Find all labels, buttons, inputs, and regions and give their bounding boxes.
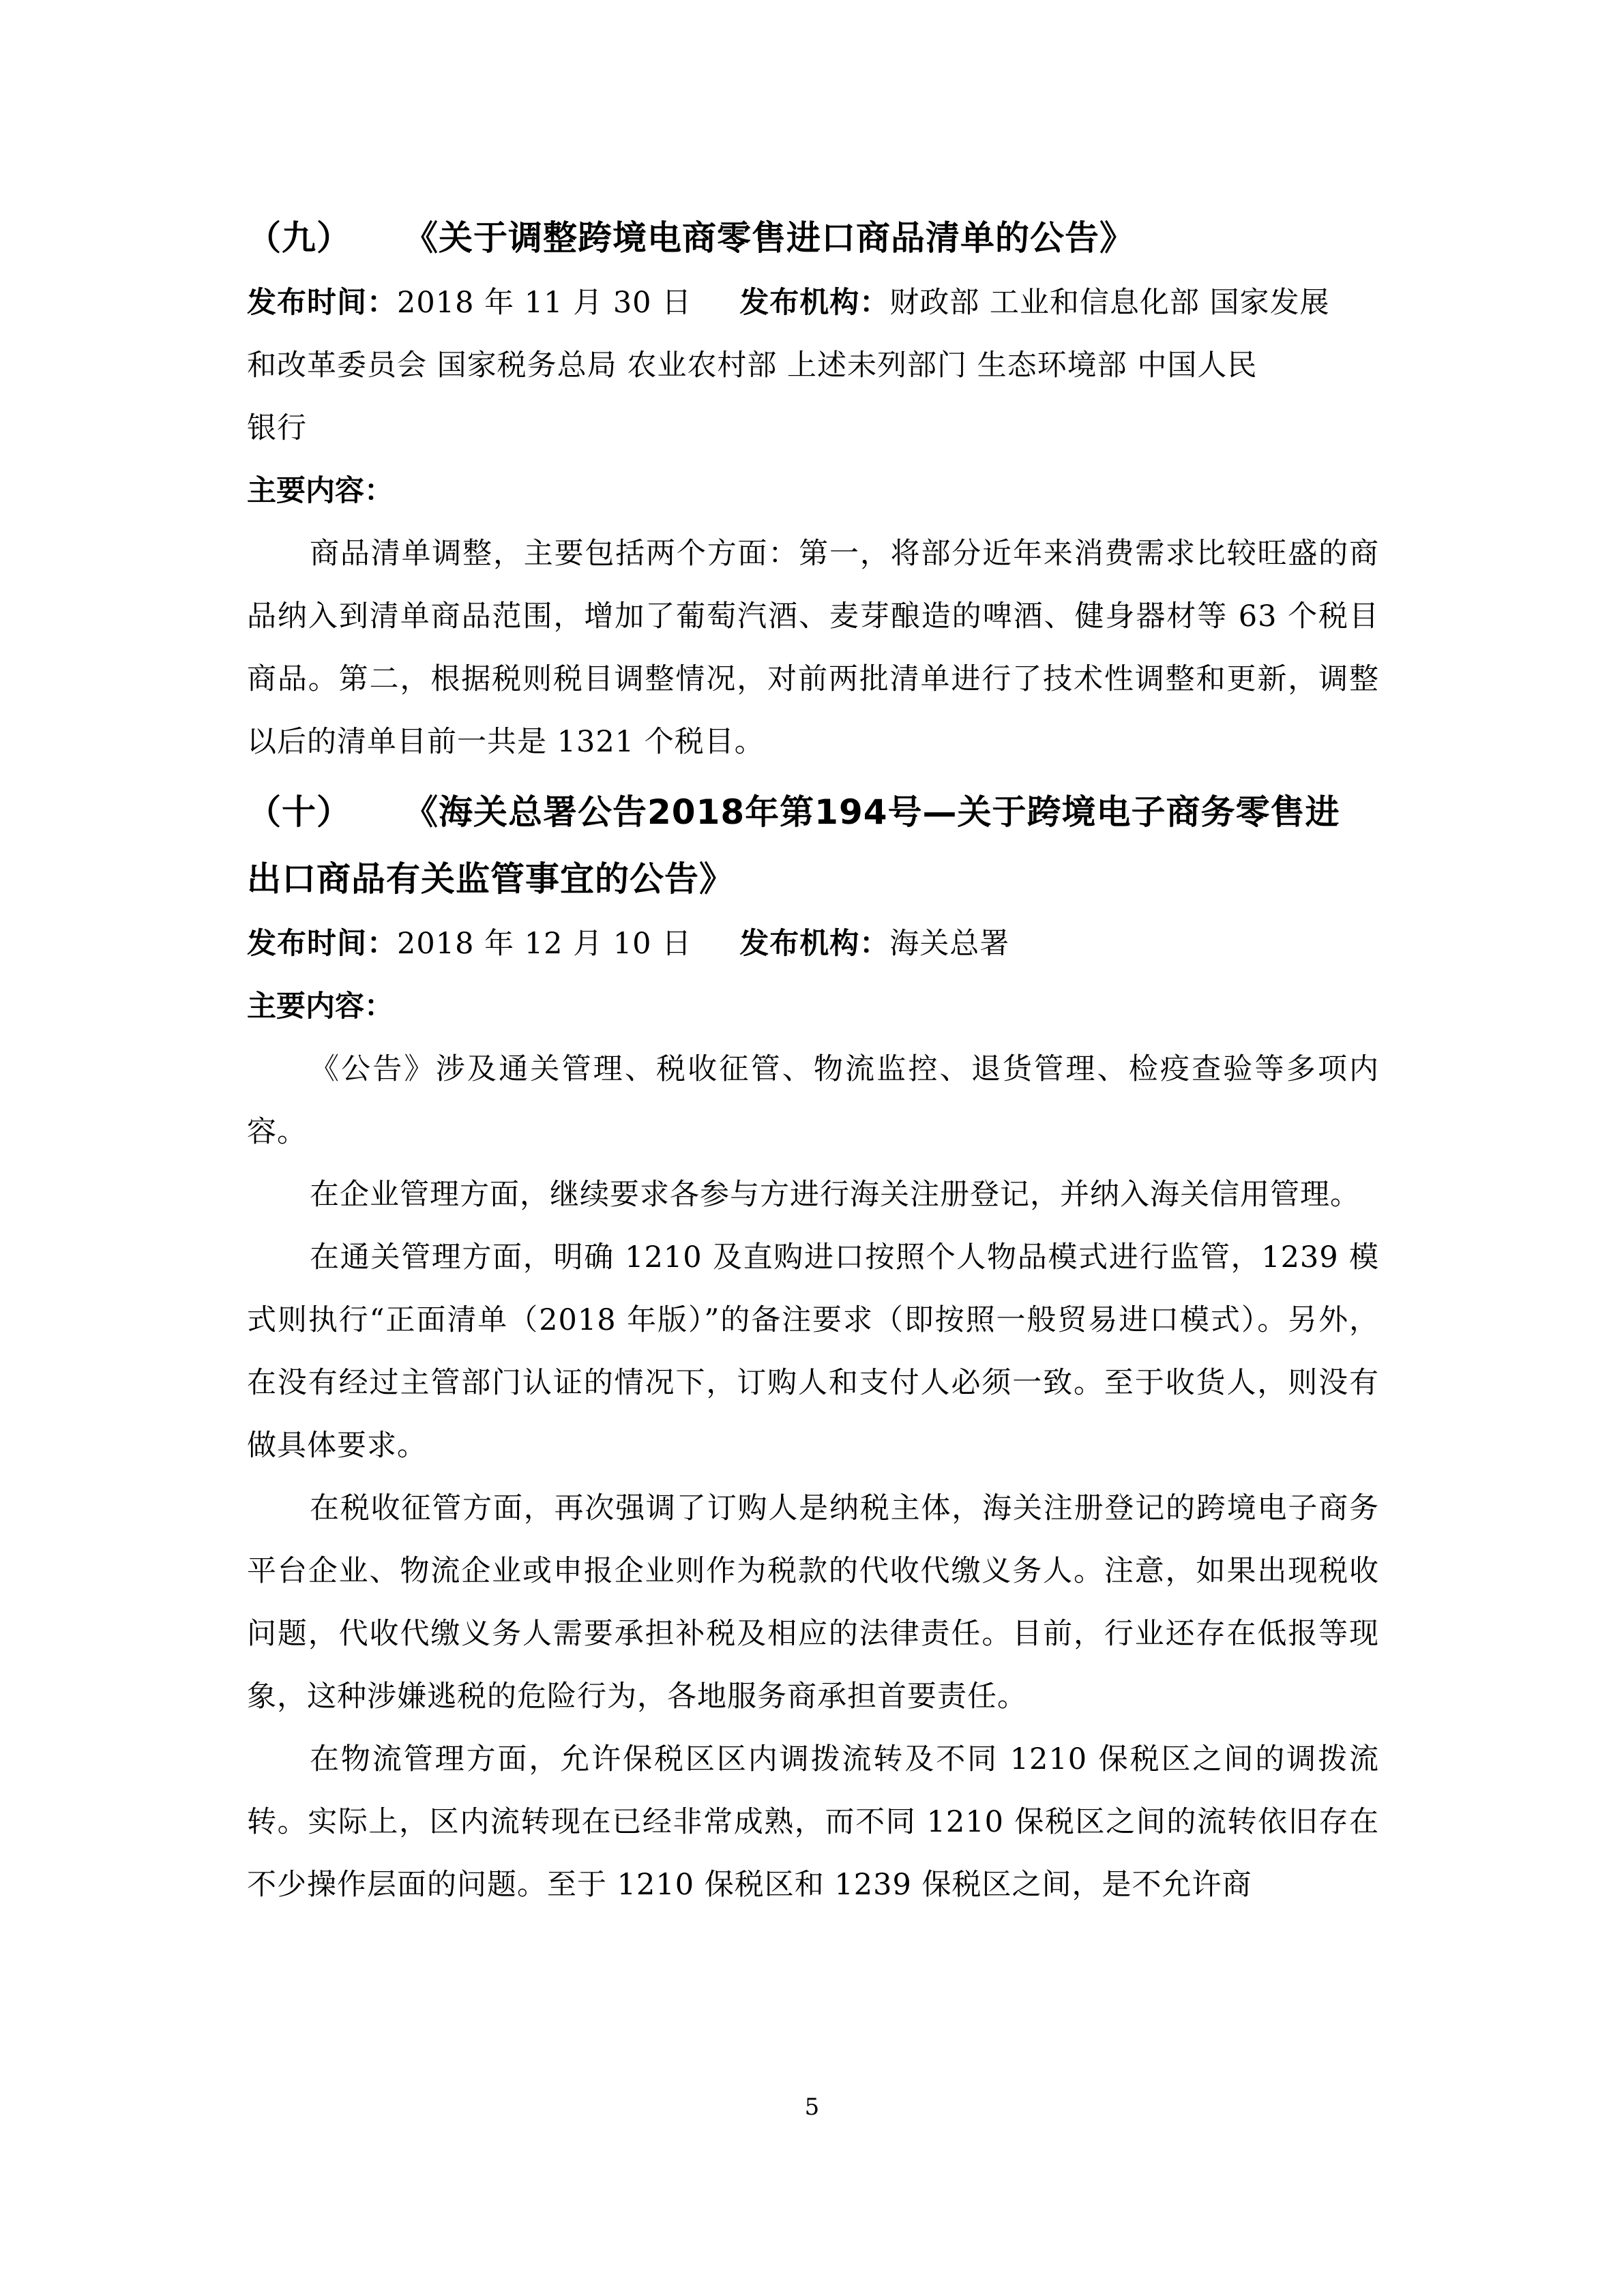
section-9-number: （九） xyxy=(247,218,351,258)
section-10-date: 2018 年 12 月 10 日 xyxy=(397,927,692,961)
section-9-org-line3: 银行 xyxy=(247,411,307,445)
section-9-title: 《关于调整跨境电商零售进口商品清单的公告》 xyxy=(404,218,1134,258)
section-10-paragraph-5: 在物流管理方面，允许保税区区内调拨流转及不同 1210 保税区之间的调拨流转。实际上，区内流转现在已经非常成熟，而不同 1210 保税区之间的流转依旧存在不少操作层面的问题。至于 1210 保税区和 1239 保税区之间，是不允许商 xyxy=(247,1742,1379,1902)
section-10-content-label: 主要内容： xyxy=(247,989,394,1024)
section-9-org-line1: 财政部 工业和信息化部 国家发展 xyxy=(889,286,1330,320)
section-10-number: （十） xyxy=(247,792,351,832)
document-body xyxy=(247,205,1379,1916)
section-10-org-label: 发布机构： xyxy=(739,927,890,961)
section-10-title-line1: 《海关总署公告2018年第194号—关于跨境电子商务零售进 xyxy=(404,792,1340,832)
section-9-date: 2018 年 11 月 30 日 xyxy=(397,286,692,320)
section-9-org-label: 发布机构： xyxy=(739,286,890,320)
section-10-org: 海关总署 xyxy=(889,927,1010,961)
section-9-meta-line1 xyxy=(247,271,1379,334)
section-10-paragraph-3: 在通关管理方面，明确 1210 及直购进口按照个人物品模式进行监管，1239 模式则执行“正面清单（2018 年版）”的备注要求（即按照一般贸易进口模式）。另外，在没有经过主管部门认证的情况下，订购人和支付人必须一致。至于收货人，则没有做具体要求。 xyxy=(247,1240,1379,1463)
page-number: 5 xyxy=(804,2093,820,2121)
section-9-org-line2: 和改革委员会 国家税务总局 农业农村部 上述未列部门 生态环境部 中国人民 xyxy=(247,348,1258,383)
section-10-title-line2: 出口商品有关监管事宜的公告》 xyxy=(247,859,734,899)
section-10-paragraph-4: 在税收征管方面，再次强调了订购人是纳税主体，海关注册登记的跨境电子商务平台企业、物流企业或申报企业则作为税款的代收代缴义务人。注意，如果出现税收问题，代收代缴义务人需要承担补税及相应的法律责任。目前，行业还存在低报等现象，这种涉嫌逃税的危险行为，各地服务商承担首要责任。 xyxy=(247,1491,1379,1714)
section-10-date-label: 发布时间： xyxy=(247,927,397,961)
section-10-paragraph-2: 在企业管理方面，继续要求各参与方进行海关注册登记，并纳入海关信用管理。 xyxy=(310,1178,1360,1212)
section-9-paragraph-1: 商品清单调整，主要包括两个方面：第一，将部分近年来消费需求比较旺盛的商品纳入到清单商品范围，增加了葡萄汽酒、麦芽酿造的啤酒、健身器材等 63 个税目商品。第二，根据税则税目调整情况，对前两批清单进行了技术性调整和更新，调整以后的清单目前一共是 1321 个税目。 xyxy=(247,537,1379,759)
section-9-content-label: 主要内容： xyxy=(247,474,394,508)
section-9-heading xyxy=(247,205,1379,271)
section-10-meta xyxy=(247,912,1379,975)
section-9-date-label: 发布时间： xyxy=(247,286,397,320)
section-10-heading xyxy=(247,779,1379,912)
section-10-paragraph-1: 《公告》涉及通关管理、税收征管、物流监控、退货管理、检疫查验等多项内容。 xyxy=(247,1052,1379,1149)
